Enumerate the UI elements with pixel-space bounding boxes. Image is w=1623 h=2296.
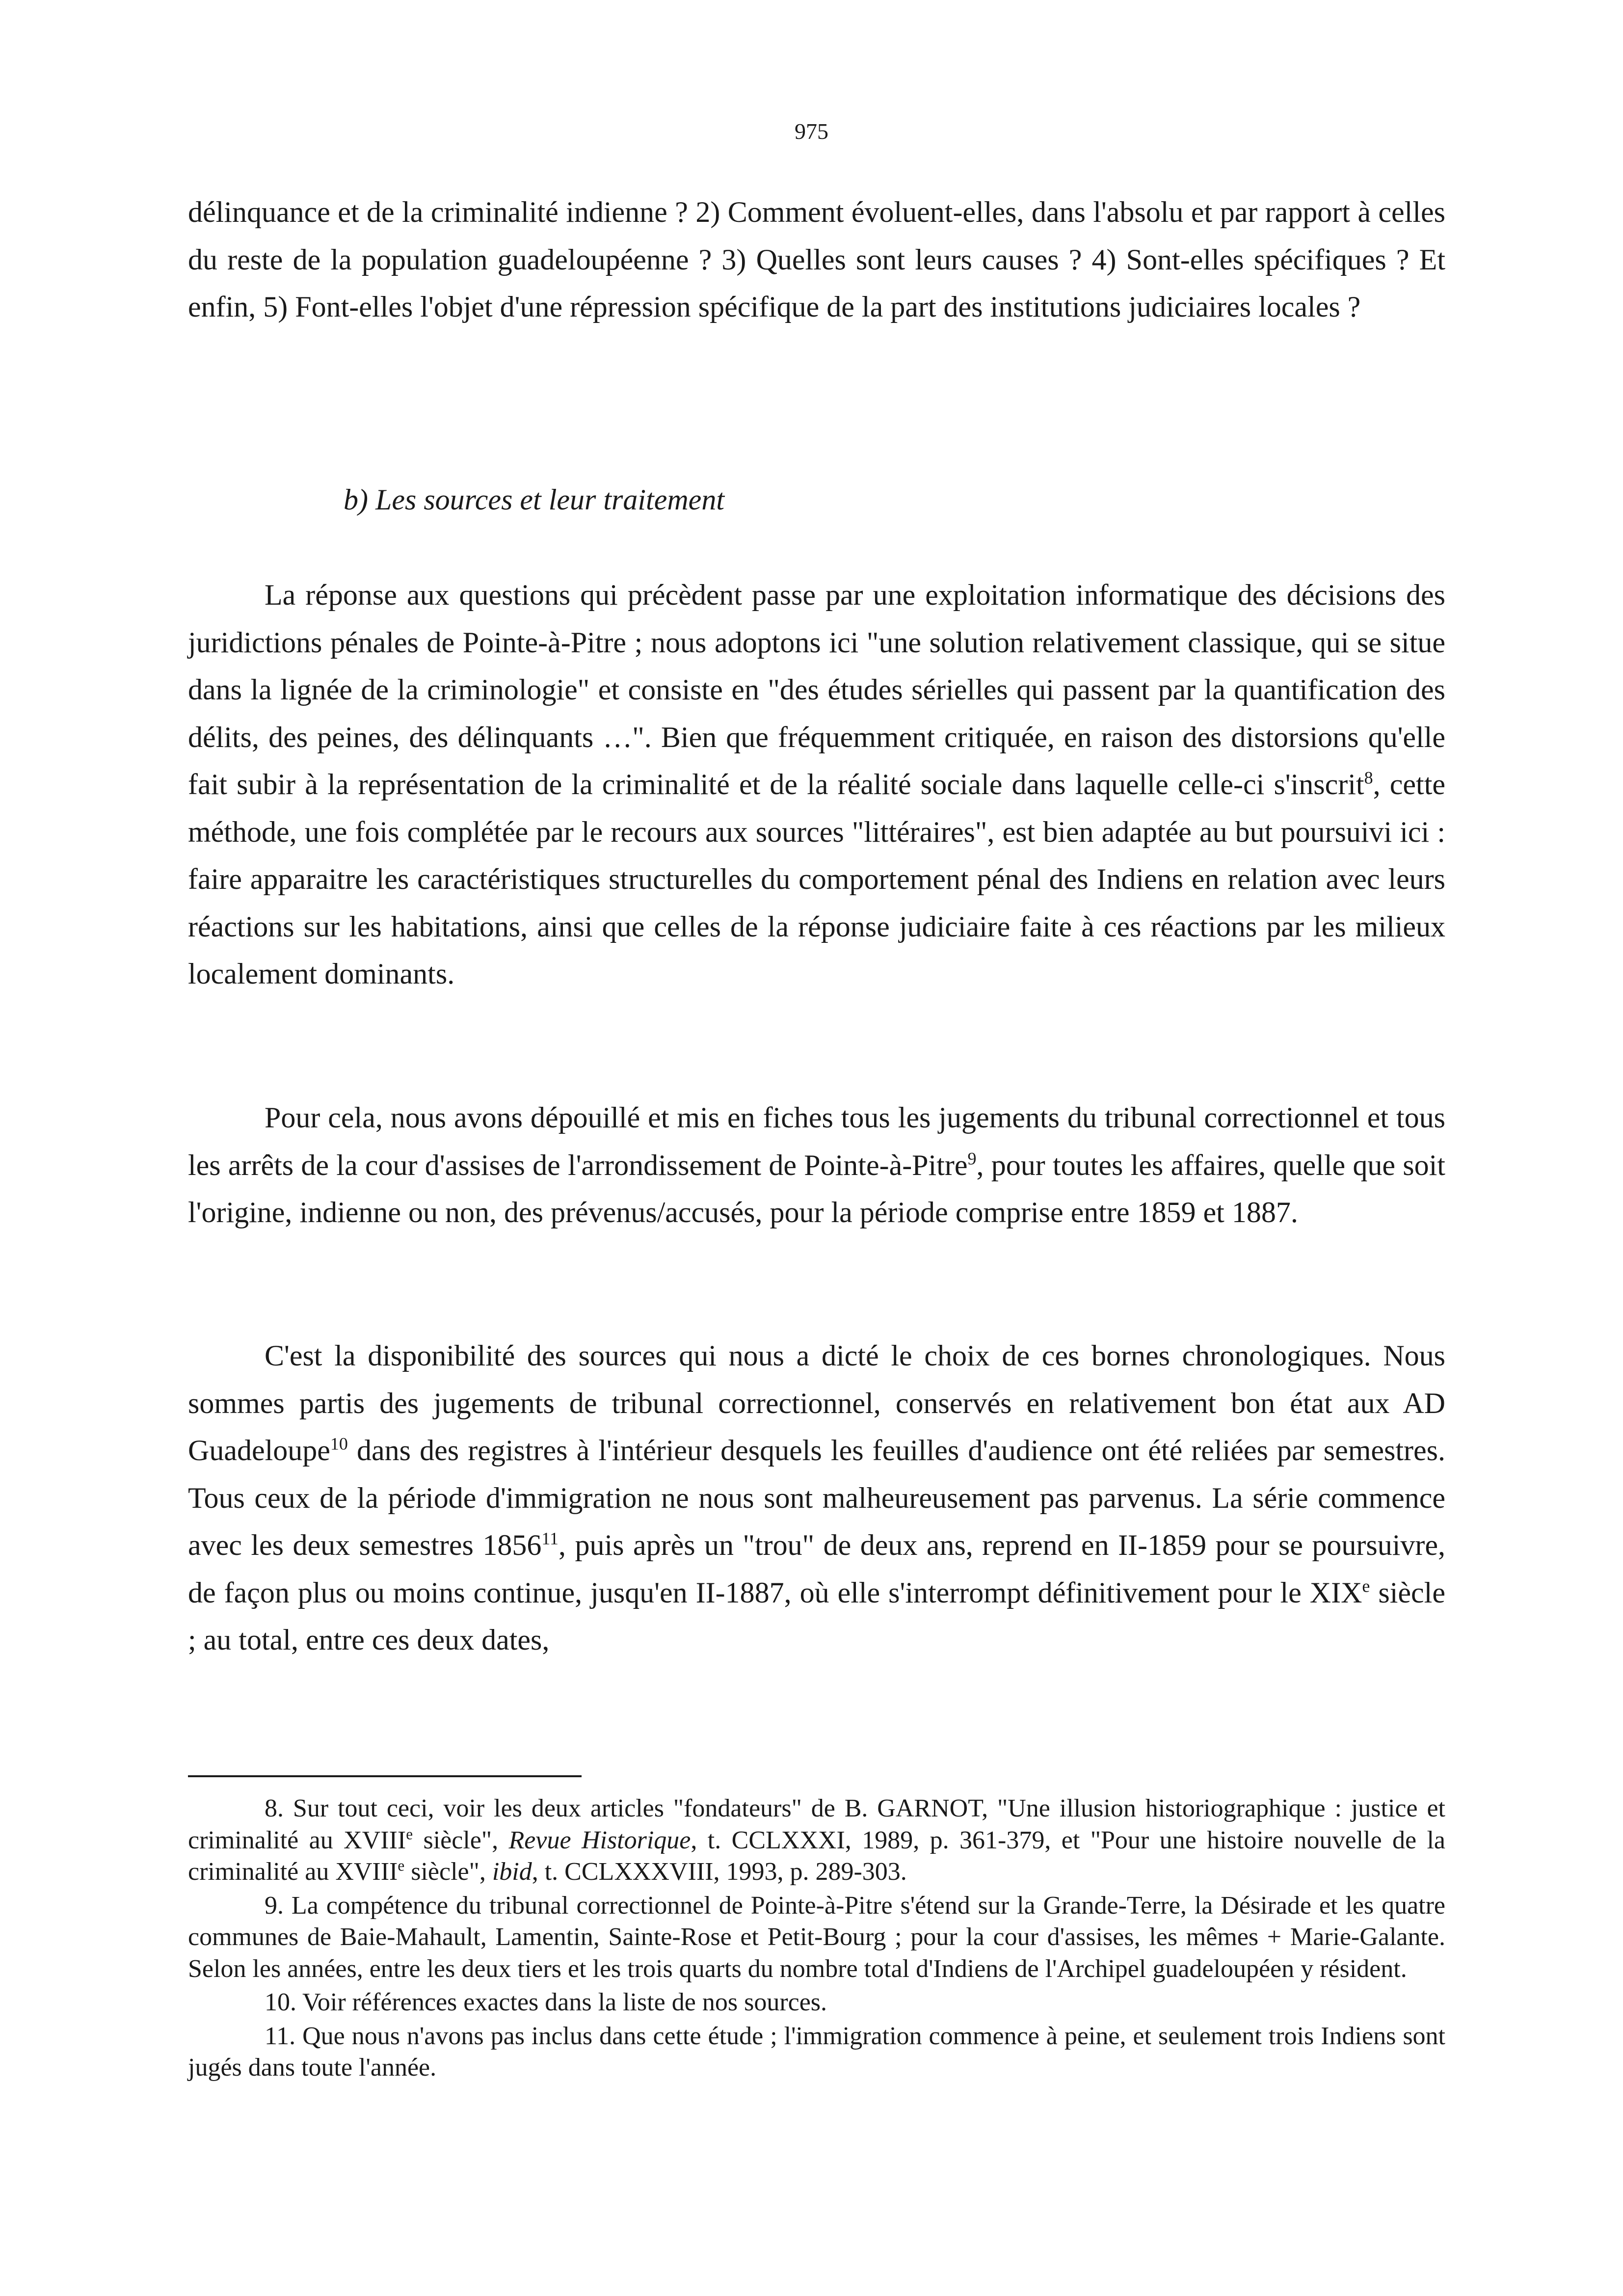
footnote-text: , t. CCLXXXVIII, 1993, p. 289-303. [532, 1858, 907, 1886]
paragraph-text [188, 1332, 1445, 1664]
footnote-ref-10: 10 [330, 1434, 348, 1454]
section-heading: b) Les sources et leur traitement [344, 483, 724, 516]
footnote-ref-9: 9 [967, 1148, 977, 1168]
sources-paragraph [188, 1332, 1445, 1664]
footnote-text: siècle", [404, 1858, 492, 1886]
text-segment: , cette méthode, une fois complétée par le recours aux sources "littéraires", est bien adaptée au but poursuivi ici : faire apparaitre les caractéristiques structurelles du comportement pénal des Indiens en relation avec leurs réactions sur les habitations, ainsi que celles de la réponse judiciaire faite à ces réactions par les milieux localement dominants. [188, 768, 1446, 990]
ibid-reference: ibid [492, 1858, 532, 1886]
text-segment: , pour toutes les affaires, quelle que soit l'origine, indienne ou non, des prévenus/accusés, pour la période comprise entre 1859 et 1887. [188, 1148, 1445, 1228]
paragraph-text: délinquance et de la criminalité indienne ? 2) Comment évoluent-elles, dans l'absolu et par rapport à celles du reste de la population guadeloupéenne ? 3) Quelles sont leurs causes ? 4) Sont-elles spécifiques ? Et enfin, 5) Font-elles l'objet d'une répression spécifique de la part des institutions judiciaires locales ? [188, 196, 1445, 323]
footnote-11: 11. Que nous n'avons pas inclus dans cette étude ; l'immigration commence à peine, et seulement trois Indiens sont jugés dans toute l'année. [188, 2022, 1445, 2082]
superscript-e: e [1362, 1575, 1370, 1596]
corpus-paragraph [188, 1094, 1445, 1236]
paragraph-text [188, 571, 1445, 998]
text-segment: La réponse aux questions qui précèdent passe par une exploitation informatique des décisions des juridictions pénales de Pointe-à-Pitre ; nous adoptons ici "une solution relativement classique, qui se situe dans la lignée de la criminologie" et consiste en "des études sérielles qui passent par la quantification des délits, des peines, des délinquants …". Bien que fréquemment critiquée, en raison des distorsions qu'elle fait subir à la représentation de la criminalité et de la réalité sociale dans laquelle celle-ci s'inscrit [188, 579, 1445, 801]
text-segment: C'est la disponibilité des sources qui nous a dicté le choix de ces bornes chronologiques. Nous sommes partis des jugements de tribunal correctionnel, conservés en relativement bon état aux AD Guadeloupe [188, 1339, 1445, 1467]
text-segment: Pour cela, nous avons dépouillé et mis en fiches tous les jugements du tribunal correctionnel et tous les arrêts de la cour d'assises de l'arrondissement de Pointe-à-Pitre [188, 1101, 1445, 1181]
footnote-separator [188, 1775, 582, 1777]
page-number: 975 [795, 119, 828, 144]
text-segment: siècle ; au total, entre ces deux dates, [188, 1576, 1445, 1656]
superscript-e: e [398, 1857, 405, 1874]
text-segment: dans des registres à l'intérieur desquels les feuilles d'audience ont été reliées par semestres. Tous ceux de la période d'immigration ne nous sont malheureusement pas parvenus. La série commence avec les deux semestres 1856 [188, 1434, 1445, 1561]
footnote-text: , t. CCLXXXI, 1989, p. 361-379, et "Pour une histoire nouvelle de la criminalité au XVIII [188, 1826, 1446, 1886]
methodology-paragraph [188, 571, 1445, 998]
footnote-ref-8: 8 [1364, 768, 1373, 788]
superscript-e: e [406, 1825, 413, 1842]
paragraph-text [188, 1094, 1445, 1236]
footnote-text: 8. Sur tout ceci, voir les deux articles "fondateurs" de B. GARNOT, "Une illusion historiographique : justice et criminalité au XVIII [188, 1794, 1445, 1854]
intro-paragraph [188, 188, 1445, 331]
footnote-10: 10. Voir références exactes dans la liste de nos sources. [265, 1988, 827, 2016]
text-segment: , puis après un "trou" de deux ans, reprend en II-1859 pour se poursuivre, de façon plus ou moins continue, jusqu'en II-1887, où elle s'interrompt définitivement pour le XIX [188, 1529, 1445, 1609]
footnotes [188, 1793, 1445, 2086]
journal-title: Revue Historique [508, 1826, 691, 1854]
footnote-9: 9. La compétence du tribunal correctionnel de Pointe-à-Pitre s'étend sur la Grande-Terre, la Désirade et les quatre communes de Baie-Mahault, Lamentin, Sainte-Rose et Petit-Bourg ; pour la cour d'assises, les mêmes + Marie-Galante. Selon les années, entre les deux tiers et les trois quarts du nombre total d'Indiens de l'Archipel guadeloupéen y résident. [188, 1891, 1445, 1983]
footnote-text: siècle", [413, 1826, 509, 1854]
footnote-8 [188, 1793, 1445, 1888]
footnote-ref-11: 11 [541, 1528, 559, 1548]
